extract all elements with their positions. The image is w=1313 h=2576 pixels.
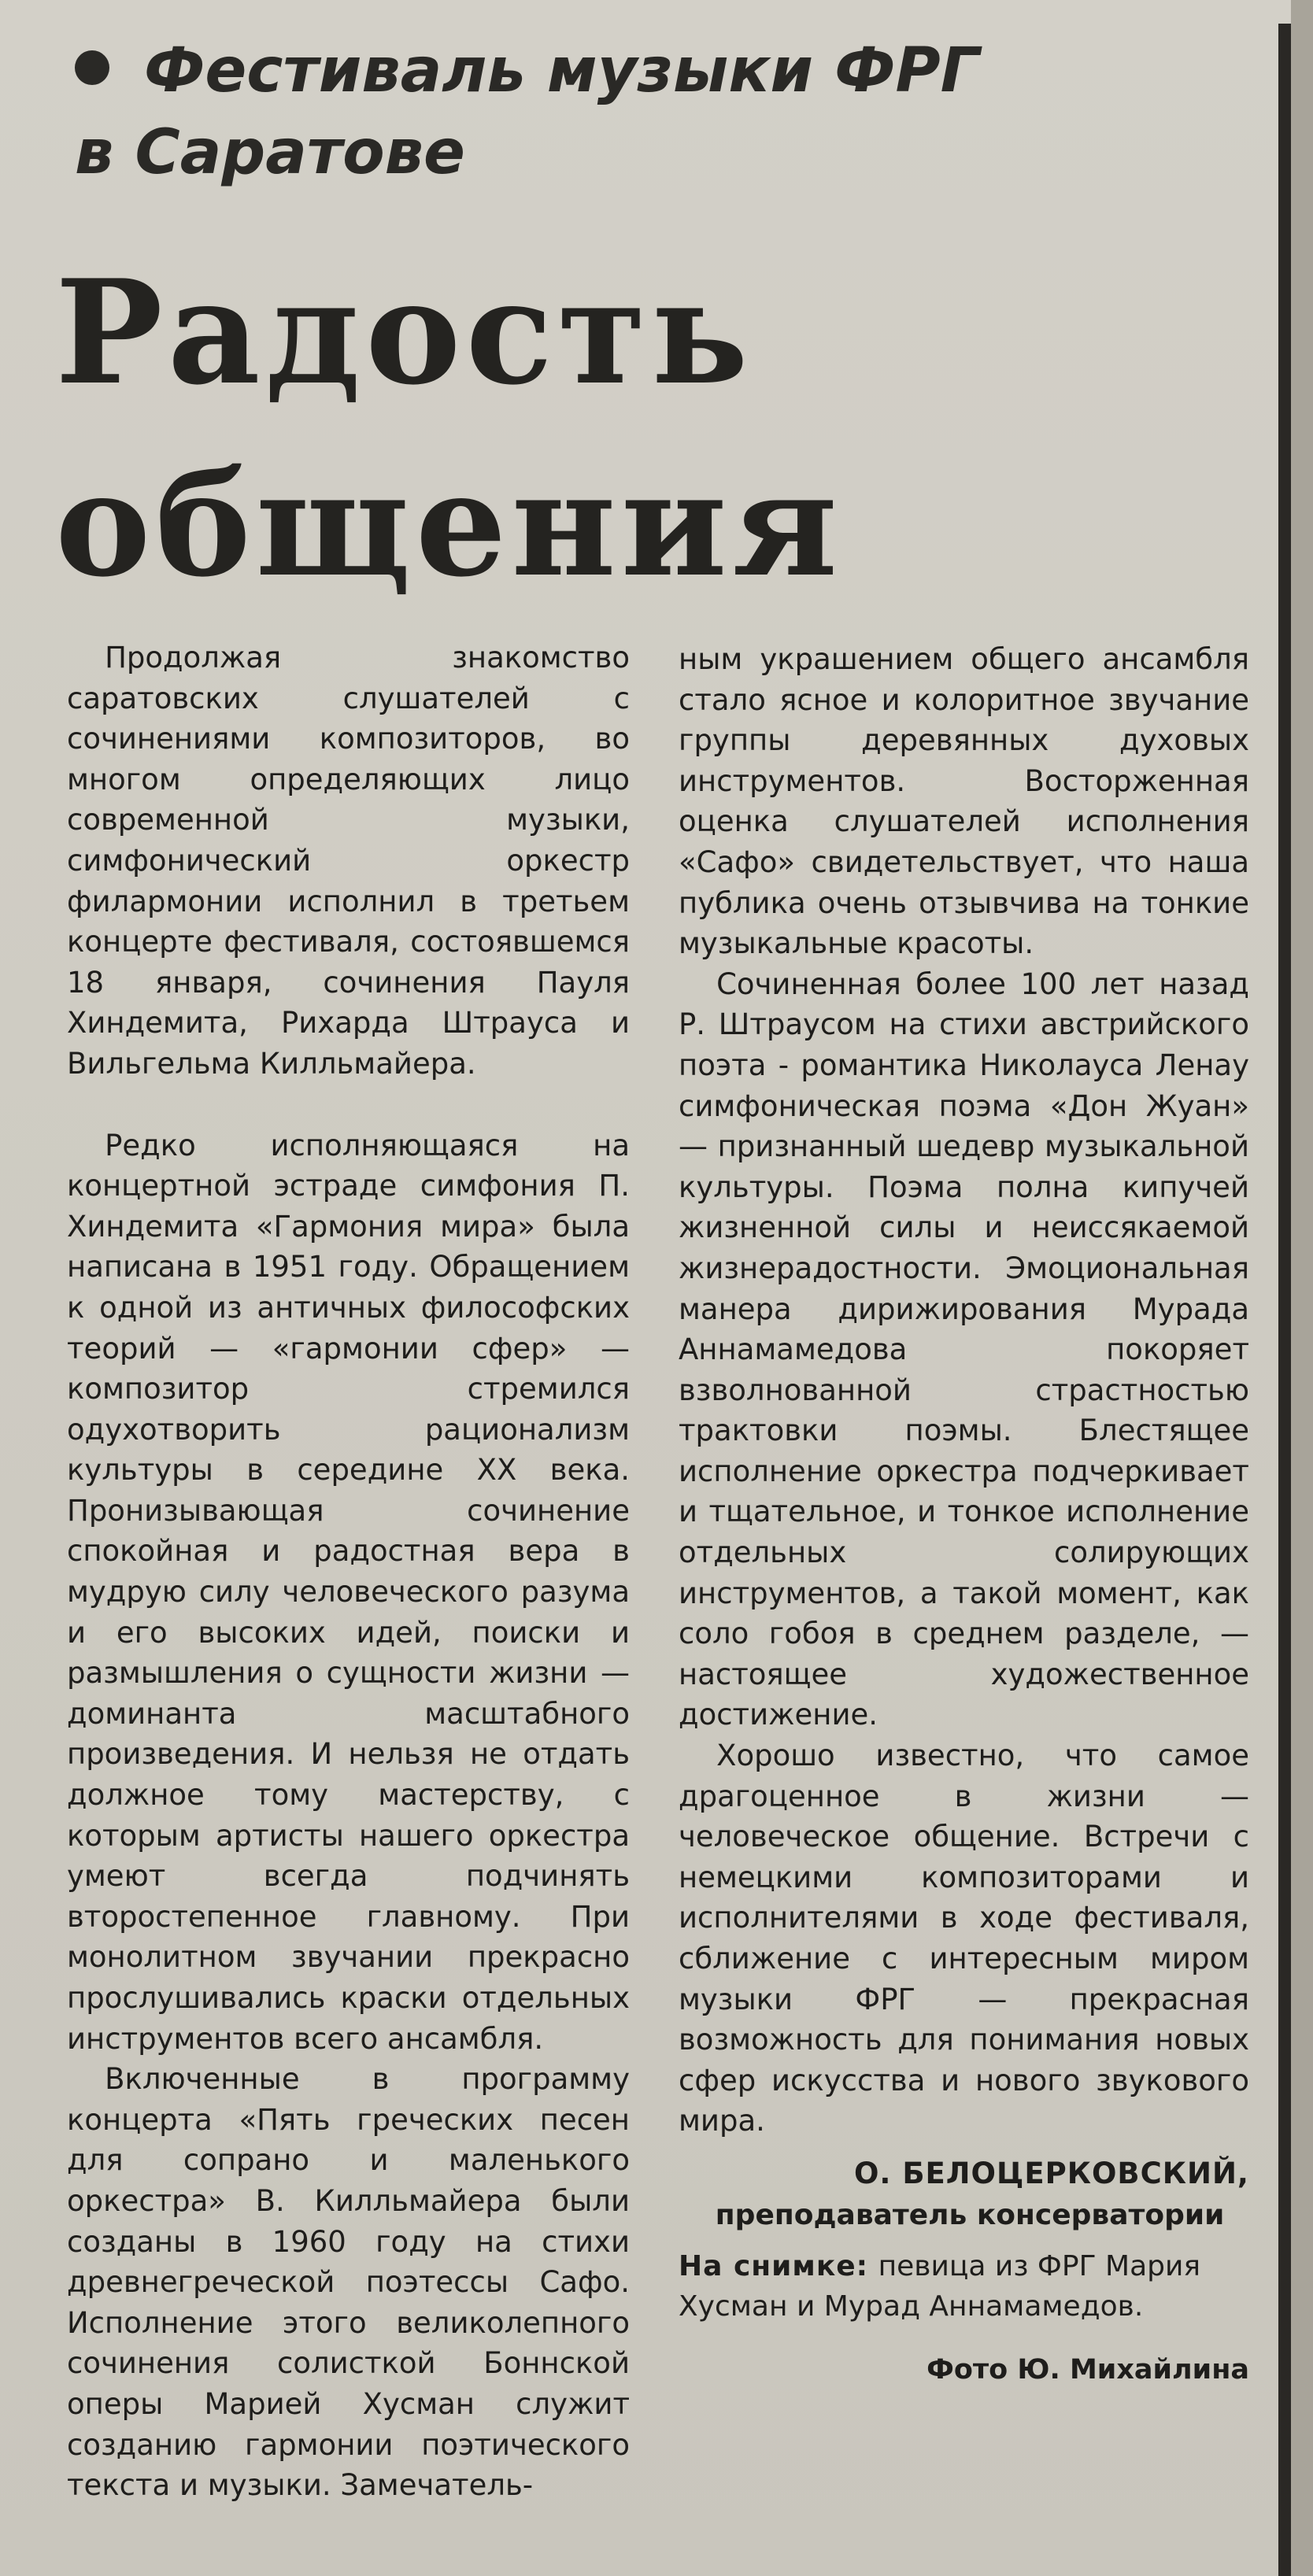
kicker-line-1: [75, 30, 1177, 112]
paragraph: Хорошо известно, что самое драгоценное в жизни — человеческое общение. Встречи с немецкими композиторами и исполнителями в ходе фестиваля, сближение с интересным миром музыки ФРГ — прекрасная возможность для понимания новых сфер искусства и нового звукового мира.: [679, 1739, 1249, 2138]
paragraph: ным украшением общего ансамбля стало ясное и колоритное звучание группы деревянных духовых инструментов. Восторженная оценка слушателей исполнения «Сафо» свидетельствует, что наша публика очень отзывчива на тонкие музыкальные красоты.: [679, 642, 1249, 961]
bullet-icon: [75, 50, 109, 85]
headline: [55, 236, 1236, 620]
headline-line-1: Радость: [55, 248, 753, 416]
page-edge: [1291, 0, 1313, 2576]
caption-text: певица из ФРГ Мария Хусман и Мурад Аннамамедов.: [679, 2249, 1201, 2323]
paragraph: Включенные в программу концерта «Пять греческих песен для сопрано и маленького оркестра» В. Килльмайера были созданы в 1960 году на стихи древнегреческой поэтессы Сафо. Исполнение этого великолепного сочинения солисткой Боннской оперы Марией Хусман служит созданию гармонии поэтического текста и музыки. Замечатель-: [67, 2062, 630, 2503]
article-column-left: [67, 638, 630, 2506]
caption-lead: На снимке:: [679, 2249, 869, 2282]
column-rule: [1278, 24, 1291, 2576]
article-column-right: [679, 639, 1249, 2389]
kicker-line-2: в Саратове: [75, 117, 465, 188]
photo-caption: [679, 2246, 1249, 2327]
author-name: О. БЕЛОЦЕРКОВСКИЙ,: [853, 2156, 1249, 2190]
photo-credit: Фото Ю. Михайлина: [926, 2353, 1249, 2386]
paragraph: Сочиненная более 100 лет назад Р. Штраусом на стихи австрийского поэта - романтика Николауса Ленау симфоническая поэма «Дон Жуан» — признанный шедевр музыкальной культуры. Поэма полна кипучей жизненной силы и неиссякаемой жизнерадостности. Эмоциональная манера дирижирования Мурада Аннамамедова покоряет взволнованной страстностью трактовки поэмы. Блестящее исполнение оркестра подчеркивает и тщательное, и тонкое исполнение отдельных солирующих инструментов, а такой момент, как соло гобоя в среднем разделе, — настоящее художественное достижение.: [679, 966, 1249, 1732]
author-role: преподаватель консерватории: [715, 2198, 1225, 2231]
paragraph: Продолжая знакомство саратовских слушателей с сочинениями композиторов, во многом определяющих лицо современной музыки, симфонический оркестр филармонии исполнил в третьем концерте фестиваля, состоявшемся 18 января, сочинения Пауля Хиндемита, Рихарда Штрауса и Вильгельма Килльмайера.: [67, 641, 630, 1081]
paragraph: Редко исполняющаяся на концертной эстраде симфония П. Хиндемита «Гармония мира» была написана в 1951 году. Обращением к одной из античных философских теорий — «гармонии сфер» — композитор стремился одухотворить рационализм культуры в середине XX века. Пронизывающая сочинение спокойная и радостная вера в мудрую силу человеческого разума и его высоких идей, поиски и размышления о сущности жизни — доминанта масштабного произведения. И нельзя не отдать должное тому мастерству, с которым артисты нашего оркестра умеют всегда подчинять второстепенное главному. При монолитном звучании прекрасно прослушивались краски отдельных инструментов всего ансамбля.: [67, 1128, 630, 2056]
headline-line-2: общения: [55, 440, 843, 608]
kicker: [75, 30, 1177, 194]
kicker-text-1: Фестиваль музыки ФРГ: [144, 35, 980, 106]
